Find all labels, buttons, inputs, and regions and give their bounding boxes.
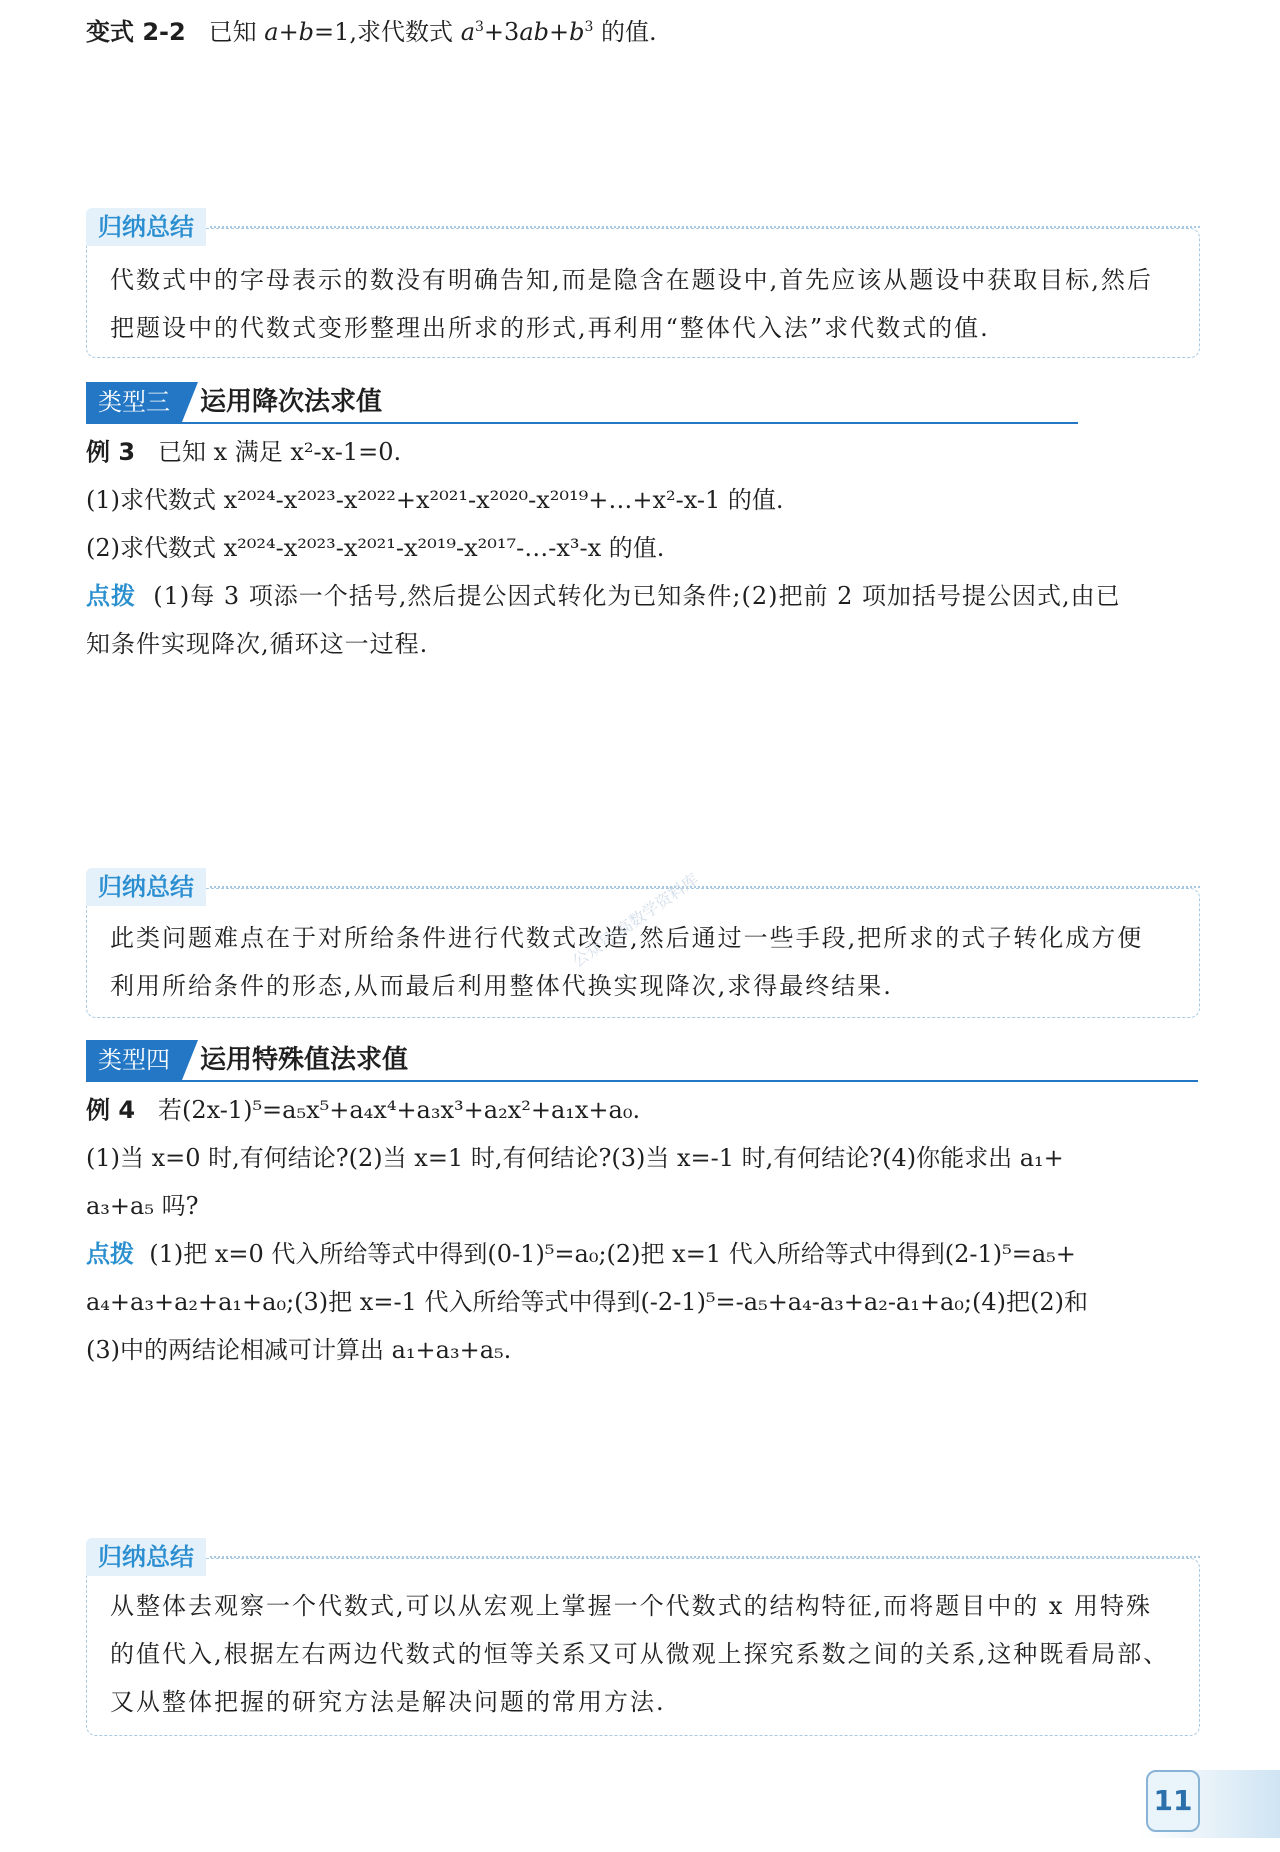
hint-4-text-1: (1)把 x=0 代入所给等式中得到(0-1)⁵=a₀;(2)把 x=1 代入所给等式中得到(2-1)⁵=a₅+ bbox=[149, 1240, 1076, 1268]
variant-line bbox=[86, 16, 657, 48]
summary-3-line-2: 的值代入,根据左右两边代数式的恒等关系又可从微观上探究系数之间的关系,这种既看局部、 bbox=[110, 1640, 1170, 1668]
summary-tag-2: 归纳总结 bbox=[86, 868, 206, 906]
summary-tag-3: 归纳总结 bbox=[86, 1538, 206, 1576]
type-4-badge: 类型四 bbox=[86, 1040, 182, 1080]
var-a: a bbox=[264, 18, 279, 46]
summary-3-line-1: 从整体去观察一个代数式,可以从宏观上掌握一个代数式的结构特征,而将题目中的 x 用特殊 bbox=[110, 1592, 1153, 1620]
type-4-title: 运用特殊值法求值 bbox=[200, 1045, 409, 1075]
summary-divider-2 bbox=[210, 886, 1200, 890]
var-b: b bbox=[298, 18, 315, 46]
watermark: 公众号:高数学资料库 bbox=[568, 869, 702, 971]
variant-eq: =1,求代数式 bbox=[314, 18, 461, 46]
example-4-label: 例 4 bbox=[86, 1096, 136, 1124]
term-ab: ab bbox=[519, 18, 549, 46]
exp-3: 3 bbox=[475, 19, 484, 35]
example-3-label: 例 3 bbox=[86, 438, 136, 466]
plus-sign: + bbox=[278, 18, 299, 46]
example-3-q2: (2)求代数式 x²⁰²⁴-x²⁰²³-x²⁰²¹-x²⁰¹⁹-x²⁰¹⁷-…-x³-x 的值. bbox=[86, 534, 665, 562]
variant-tail: 的值. bbox=[593, 18, 657, 46]
hint-label-4: 点拨 bbox=[86, 1240, 134, 1268]
type-3-badge: 类型三 bbox=[86, 382, 182, 422]
plus-sign-2: + bbox=[548, 18, 570, 46]
summary-2-line-2: 利用所给条件的形态,从而最后利用整体代换实现降次,求得最终结果. bbox=[110, 972, 893, 1000]
mid-term: +3 bbox=[483, 18, 520, 46]
example-4-hint-2: a₄+a₃+a₂+a₁+a₀;(3)把 x=-1 代入所给等式中得到(-2-1)⁵=-a₅+a₄-a₃+a₂-a₁+a₀;(4)把(2)和 bbox=[86, 1288, 1088, 1316]
summary-tag-1: 归纳总结 bbox=[86, 208, 206, 246]
hint-label-3: 点拨 bbox=[86, 582, 136, 610]
example-3-text: 已知 x 满足 x²-x-1=0. bbox=[157, 438, 402, 466]
example-3-cond bbox=[86, 436, 401, 468]
example-4-text: 若(2x-1)⁵=a₅x⁵+a₄x⁴+a₃x³+a₂x²+a₁x+a₀. bbox=[157, 1096, 641, 1124]
expr-b: b bbox=[569, 18, 585, 46]
summary-3-line-3: 又从整体把握的研究方法是解决问题的常用方法. bbox=[110, 1688, 666, 1716]
summary-divider-3 bbox=[210, 1556, 1200, 1560]
summary-divider-1 bbox=[210, 226, 1200, 230]
example-4-q2: a₃+a₅ 吗? bbox=[86, 1192, 199, 1220]
example-4-q1: (1)当 x=0 时,有何结论?(2)当 x=1 时,有何结论?(3)当 x=-1 时,有何结论?(4)你能求出 a₁+ bbox=[86, 1144, 1064, 1172]
summary-1-line-1: 代数式中的字母表示的数没有明确告知,而是隐含在题设中,首先应该从题设中获取目标,然后 bbox=[110, 266, 1153, 294]
example-3-hint-1 bbox=[86, 580, 1121, 612]
expr-a: a bbox=[460, 18, 475, 46]
example-3-q1: (1)求代数式 x²⁰²⁴-x²⁰²³-x²⁰²²+x²⁰²¹-x²⁰²⁰-x²⁰¹⁹+…+x²-x-1 的值. bbox=[86, 486, 784, 514]
exp-3b: 3 bbox=[584, 19, 594, 35]
summary-2-line-1: 此类问题难点在于对所给条件进行代数式改造,然后通过一些手段,把所求的式子转化成方便 bbox=[110, 924, 1144, 952]
example-4-cond bbox=[86, 1094, 640, 1126]
example-4-hint-1 bbox=[86, 1238, 1076, 1270]
type-3-rule bbox=[86, 422, 1078, 424]
page-number: 11 bbox=[1146, 1770, 1200, 1832]
example-4-hint-3: (3)中的两结论相减可计算出 a₁+a₃+a₅. bbox=[86, 1336, 512, 1364]
example-3-hint-2: 知条件实现降次,循环这一过程. bbox=[86, 630, 429, 658]
hint-3-text-1: (1)每 3 项添一个括号,然后提公因式转化为已知条件;(2)把前 2 项加括号提公因式,由已 bbox=[153, 582, 1121, 610]
type-3-title: 运用降次法求值 bbox=[200, 387, 383, 417]
variant-text: 已知 bbox=[208, 18, 265, 46]
summary-1-line-2: 把题设中的代数式变形整理出所求的形式,再利用“整体代入法”求代数式的值. bbox=[110, 314, 990, 342]
variant-label: 变式 2-2 bbox=[86, 18, 186, 46]
type-4-rule bbox=[86, 1080, 1198, 1082]
